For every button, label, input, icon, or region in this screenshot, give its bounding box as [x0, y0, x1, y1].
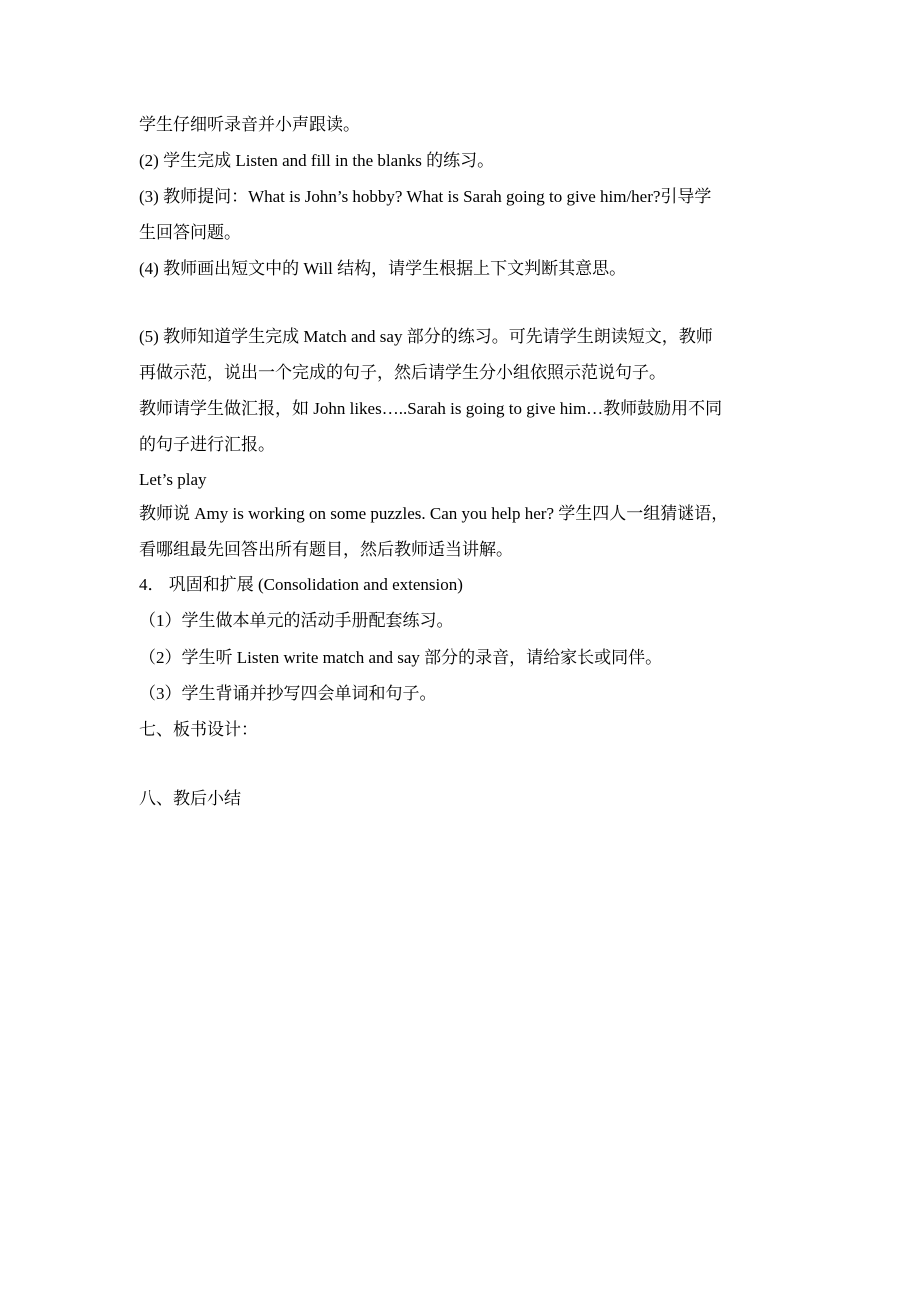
section-lets-play: Let’s play	[139, 470, 207, 489]
heading-board-design: 七、板书设计：	[139, 720, 258, 739]
section-consolidation: 4． 巩固和扩展 (Consolidation and extension)	[139, 575, 463, 594]
heading-reflection: 八、教后小结	[139, 789, 241, 808]
text-line: 再做示范，说出一个完成的句子，然后请学生分小组依照示范说句子。	[139, 363, 666, 382]
text-line: 看哪组最先回答出所有题目，然后教师适当讲解。	[139, 540, 513, 559]
text-line: 的句子进行汇报。	[139, 435, 275, 454]
text-line: 教师请学生做汇报，如 John likes…..Sarah is going to give him…教师鼓励用不同	[139, 399, 723, 418]
item-2: （2）学生听 Listen write match and say 部分的录音，请给家长或同伴。	[139, 648, 663, 667]
step-2: (2) 学生完成 Listen and fill in the blanks 的练习。	[139, 151, 495, 170]
step-4: (4) 教师画出短文中的 Will 结构，请学生根据上下文判断其意思。	[139, 259, 627, 278]
step-3: (3) 教师提问：What is John’s hobby? What is Sarah going to give him/her?引导学	[139, 187, 712, 206]
item-3: （3）学生背诵并抄写四会单词和句子。	[139, 684, 437, 703]
text-line: 生回答问题。	[139, 223, 241, 242]
text-line: 学生仔细听录音并小声跟读。	[139, 115, 360, 134]
text-line: 教师说 Amy is working on some puzzles. Can you help her? 学生四人一组猜谜语，	[139, 504, 729, 523]
step-5: (5) 教师知道学生完成 Match and say 部分的练习。可先请学生朗读短文，教师	[139, 327, 713, 346]
item-1: （1）学生做本单元的活动手册配套练习。	[139, 611, 454, 630]
